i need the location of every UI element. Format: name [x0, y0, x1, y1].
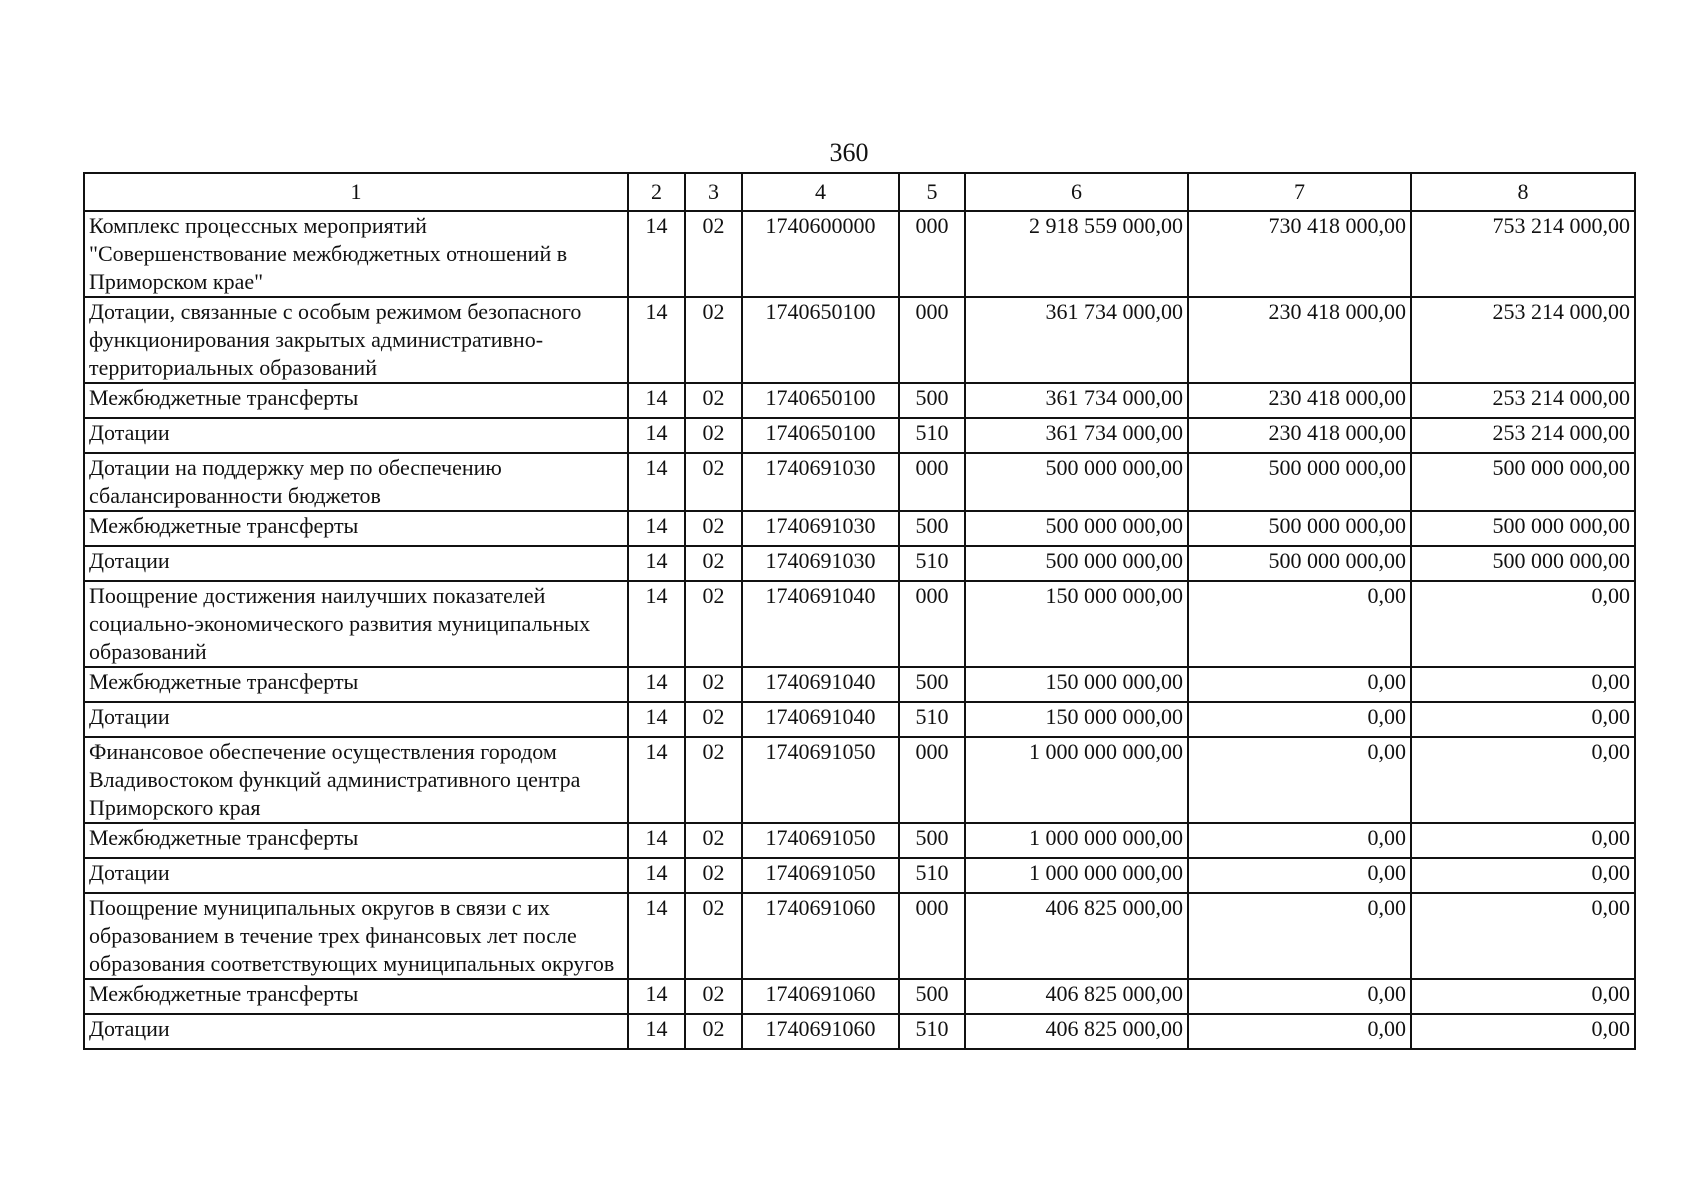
row-name: Межбюджетные трансферты: [84, 979, 628, 1014]
row-subsection: 02: [685, 453, 742, 511]
table-row: [84, 453, 1635, 511]
row-amount-col6: 150 000 000,00: [965, 702, 1188, 737]
row-amount-col6: 500 000 000,00: [965, 453, 1188, 511]
header-col-8: 8: [1411, 173, 1635, 211]
row-section: 14: [628, 858, 685, 893]
row-subsection: 02: [685, 546, 742, 581]
row-subsection: 02: [685, 893, 742, 979]
row-expense-type: 000: [899, 453, 965, 511]
row-amount-col6: 361 734 000,00: [965, 383, 1188, 418]
row-section: 14: [628, 702, 685, 737]
table-row: [84, 511, 1635, 546]
row-amount-col7: 0,00: [1188, 823, 1411, 858]
row-amount-col7: 0,00: [1188, 893, 1411, 979]
row-amount-col8: 253 214 000,00: [1411, 297, 1635, 383]
row-target-code: 1740650100: [742, 297, 899, 383]
row-subsection: 02: [685, 858, 742, 893]
row-target-code: 1740691060: [742, 1014, 899, 1049]
row-amount-col7: 0,00: [1188, 979, 1411, 1014]
row-amount-col6: 361 734 000,00: [965, 297, 1188, 383]
row-subsection: 02: [685, 211, 742, 297]
row-section: 14: [628, 581, 685, 667]
row-expense-type: 000: [899, 737, 965, 823]
header-col-4: 4: [742, 173, 899, 211]
row-section: 14: [628, 546, 685, 581]
row-section: 14: [628, 823, 685, 858]
row-target-code: 1740691040: [742, 667, 899, 702]
row-amount-col7: 230 418 000,00: [1188, 383, 1411, 418]
row-target-code: 1740691040: [742, 702, 899, 737]
header-col-2: 2: [628, 173, 685, 211]
row-amount-col6: 1 000 000 000,00: [965, 858, 1188, 893]
row-target-code: 1740691040: [742, 581, 899, 667]
row-name: Поощрение достижения наилучших показателей социально-экономического развития муниципальных образований: [84, 581, 628, 667]
row-amount-col7: 0,00: [1188, 858, 1411, 893]
table-row: [84, 211, 1635, 297]
row-target-code: 1740691050: [742, 823, 899, 858]
row-section: 14: [628, 297, 685, 383]
row-subsection: 02: [685, 667, 742, 702]
row-expense-type: 510: [899, 702, 965, 737]
table-row: [84, 297, 1635, 383]
row-target-code: 1740691050: [742, 858, 899, 893]
budget-table: [83, 172, 1636, 1050]
row-subsection: 02: [685, 702, 742, 737]
row-amount-col6: 406 825 000,00: [965, 893, 1188, 979]
row-expense-type: 500: [899, 383, 965, 418]
table-row: [84, 546, 1635, 581]
row-amount-col8: 0,00: [1411, 581, 1635, 667]
row-name: Финансовое обеспечение осуществления городом Владивостоком функций административного центра Приморского края: [84, 737, 628, 823]
row-section: 14: [628, 383, 685, 418]
table-row: [84, 581, 1635, 667]
row-section: 14: [628, 667, 685, 702]
row-amount-col6: 150 000 000,00: [965, 581, 1188, 667]
row-target-code: 1740650100: [742, 418, 899, 453]
row-subsection: 02: [685, 1014, 742, 1049]
row-target-code: 1740691030: [742, 511, 899, 546]
row-expense-type: 000: [899, 581, 965, 667]
header-col-3: 3: [685, 173, 742, 211]
row-amount-col7: 230 418 000,00: [1188, 418, 1411, 453]
row-amount-col8: 0,00: [1411, 823, 1635, 858]
row-amount-col8: 0,00: [1411, 737, 1635, 823]
row-amount-col7: 0,00: [1188, 1014, 1411, 1049]
row-target-code: 1740691030: [742, 546, 899, 581]
table-row: [84, 858, 1635, 893]
row-subsection: 02: [685, 823, 742, 858]
row-subsection: 02: [685, 418, 742, 453]
row-amount-col8: 0,00: [1411, 667, 1635, 702]
row-expense-type: 500: [899, 667, 965, 702]
row-expense-type: 000: [899, 211, 965, 297]
row-expense-type: 510: [899, 1014, 965, 1049]
table-row: [84, 823, 1635, 858]
table-row: [84, 702, 1635, 737]
row-name: Межбюджетные трансферты: [84, 823, 628, 858]
row-expense-type: 500: [899, 511, 965, 546]
row-amount-col8: 753 214 000,00: [1411, 211, 1635, 297]
row-target-code: 1740691060: [742, 979, 899, 1014]
table-row: [84, 1014, 1635, 1049]
table-row: [84, 893, 1635, 979]
row-name: Дотации: [84, 1014, 628, 1049]
row-section: 14: [628, 1014, 685, 1049]
row-expense-type: 000: [899, 893, 965, 979]
header-col-1: 1: [84, 173, 628, 211]
row-subsection: 02: [685, 297, 742, 383]
row-section: 14: [628, 979, 685, 1014]
row-amount-col7: 0,00: [1188, 702, 1411, 737]
row-expense-type: 510: [899, 858, 965, 893]
row-amount-col6: 361 734 000,00: [965, 418, 1188, 453]
row-section: 14: [628, 511, 685, 546]
row-expense-type: 500: [899, 823, 965, 858]
row-amount-col6: 406 825 000,00: [965, 1014, 1188, 1049]
row-amount-col6: 500 000 000,00: [965, 546, 1188, 581]
table-header-row: [84, 173, 1635, 211]
row-target-code: 1740650100: [742, 383, 899, 418]
row-amount-col8: 253 214 000,00: [1411, 383, 1635, 418]
row-name: Дотации: [84, 858, 628, 893]
row-section: 14: [628, 418, 685, 453]
row-expense-type: 000: [899, 297, 965, 383]
header-col-6: 6: [965, 173, 1188, 211]
row-section: 14: [628, 737, 685, 823]
row-subsection: 02: [685, 511, 742, 546]
row-amount-col8: 500 000 000,00: [1411, 511, 1635, 546]
row-amount-col7: 230 418 000,00: [1188, 297, 1411, 383]
row-amount-col8: 0,00: [1411, 702, 1635, 737]
row-amount-col8: 500 000 000,00: [1411, 546, 1635, 581]
row-amount-col7: 0,00: [1188, 581, 1411, 667]
row-expense-type: 510: [899, 546, 965, 581]
row-amount-col7: 0,00: [1188, 737, 1411, 823]
row-name: Дотации: [84, 418, 628, 453]
row-subsection: 02: [685, 979, 742, 1014]
row-amount-col7: 730 418 000,00: [1188, 211, 1411, 297]
row-expense-type: 510: [899, 418, 965, 453]
row-amount-col8: 0,00: [1411, 979, 1635, 1014]
row-amount-col6: 2 918 559 000,00: [965, 211, 1188, 297]
table-row: [84, 418, 1635, 453]
row-section: 14: [628, 453, 685, 511]
row-name: Дотации на поддержку мер по обеспечению сбалансированности бюджетов: [84, 453, 628, 511]
row-amount-col6: 1 000 000 000,00: [965, 823, 1188, 858]
row-amount-col7: 500 000 000,00: [1188, 546, 1411, 581]
row-section: 14: [628, 893, 685, 979]
row-name: Межбюджетные трансферты: [84, 667, 628, 702]
row-name: Дотации: [84, 546, 628, 581]
row-name: Межбюджетные трансферты: [84, 511, 628, 546]
table-row: [84, 667, 1635, 702]
table-row: [84, 737, 1635, 823]
row-name: Дотации, связанные с особым режимом безопасного функционирования закрытых административно-территориальных образований: [84, 297, 628, 383]
row-name: Дотации: [84, 702, 628, 737]
table-row: [84, 979, 1635, 1014]
row-subsection: 02: [685, 383, 742, 418]
row-name: Поощрение муниципальных округов в связи с их образованием в течение трех финансовых лет после образования соответствующих муниципальных округов: [84, 893, 628, 979]
row-amount-col8: 0,00: [1411, 1014, 1635, 1049]
row-target-code: 1740691030: [742, 453, 899, 511]
row-amount-col6: 1 000 000 000,00: [965, 737, 1188, 823]
page-number: 360: [829, 138, 869, 167]
row-subsection: 02: [685, 581, 742, 667]
row-target-code: 1740691060: [742, 893, 899, 979]
row-amount-col8: 0,00: [1411, 858, 1635, 893]
row-amount-col7: 0,00: [1188, 667, 1411, 702]
row-section: 14: [628, 211, 685, 297]
table-row: [84, 383, 1635, 418]
row-target-code: 1740600000: [742, 211, 899, 297]
row-target-code: 1740691050: [742, 737, 899, 823]
row-amount-col6: 150 000 000,00: [965, 667, 1188, 702]
row-name: Комплекс процессных мероприятий "Совершенствование межбюджетных отношений в Приморском крае": [84, 211, 628, 297]
row-expense-type: 500: [899, 979, 965, 1014]
row-amount-col7: 500 000 000,00: [1188, 511, 1411, 546]
row-amount-col7: 500 000 000,00: [1188, 453, 1411, 511]
header-col-7: 7: [1188, 173, 1411, 211]
row-amount-col6: 406 825 000,00: [965, 979, 1188, 1014]
header-col-5: 5: [899, 173, 965, 211]
row-amount-col8: 0,00: [1411, 893, 1635, 979]
row-amount-col6: 500 000 000,00: [965, 511, 1188, 546]
row-amount-col8: 500 000 000,00: [1411, 453, 1635, 511]
row-name: Межбюджетные трансферты: [84, 383, 628, 418]
row-amount-col8: 253 214 000,00: [1411, 418, 1635, 453]
row-subsection: 02: [685, 737, 742, 823]
